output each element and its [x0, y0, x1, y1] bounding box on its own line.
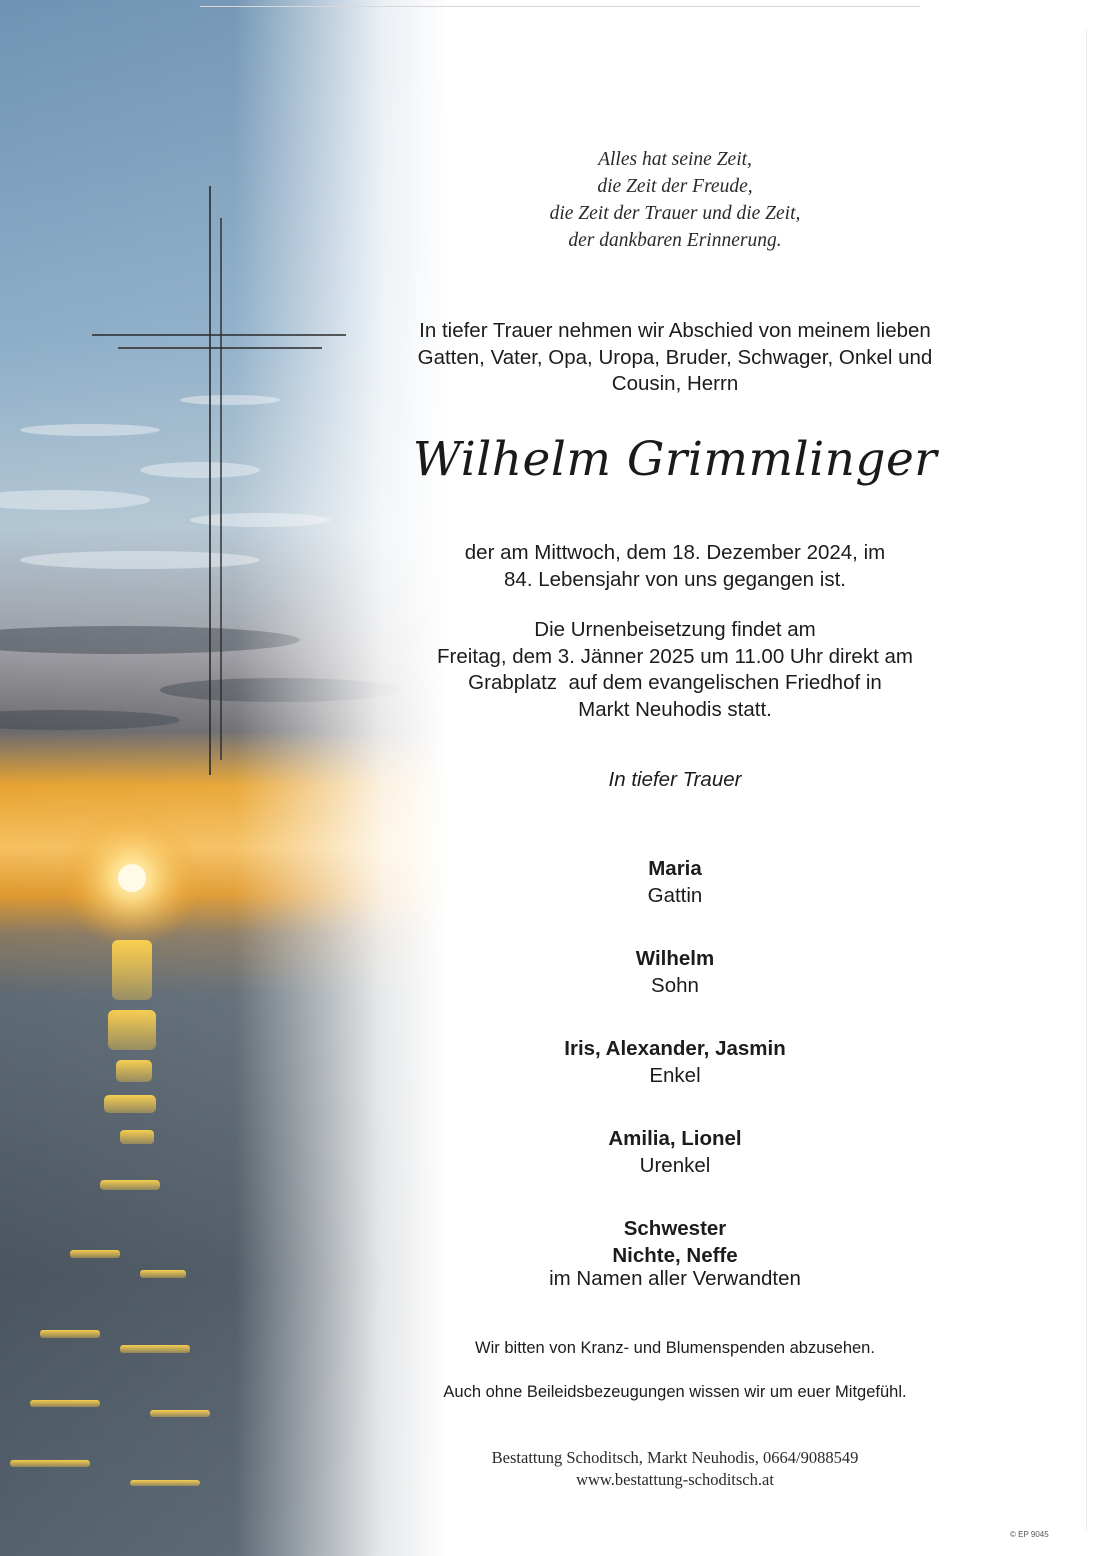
- family-member-relation: Nichte, Neffe: [612, 1243, 738, 1267]
- relatives-note: im Namen aller Verwandten: [549, 1267, 801, 1290]
- intro-line: Cousin, Herrn: [611, 372, 739, 395]
- funeral-home-website[interactable]: www.bestattung-schoditsch.at: [576, 1470, 774, 1489]
- scan-edge-top: [200, 6, 920, 7]
- family-member: [360, 1036, 990, 1089]
- family-member-relation: Gattin: [647, 883, 703, 907]
- family-member-relation: Enkel: [649, 1063, 701, 1087]
- family-member-names: Iris, Alexander, Jasmin: [564, 1037, 786, 1060]
- flower-request-note: Wir bitten von Kranz- und Blumenspenden abzusehen.: [475, 1339, 875, 1357]
- funeral-line: Die Urnenbeisetzung findet am: [534, 618, 816, 641]
- family-member-names: Amilia, Lionel: [608, 1127, 742, 1150]
- family-member: [360, 856, 990, 909]
- funeral-line: Freitag, dem 3. Jänner 2025 um 11.00 Uhr direkt am: [437, 644, 913, 668]
- intro-text: [360, 318, 990, 398]
- family-list: [360, 856, 990, 1306]
- family-member-relation: Urenkel: [639, 1153, 711, 1177]
- family-member-names: Wilhelm: [635, 947, 715, 970]
- family-member-names: Schwester: [623, 1217, 727, 1240]
- death-notice: [360, 540, 990, 593]
- funeral-line: Markt Neuhodis statt.: [578, 697, 772, 721]
- quote-line: die Zeit der Freude,: [597, 176, 753, 197]
- family-member: [360, 1216, 990, 1269]
- deceased-name: Wilhelm Grimmlinger: [412, 432, 938, 487]
- funeral-home-footer: [360, 1447, 990, 1491]
- intro-line: Gatten, Vater, Opa, Uropa, Bruder, Schwager, Onkel und: [417, 345, 933, 369]
- funeral-notice: [360, 617, 990, 723]
- family-member: [360, 946, 990, 999]
- quote-block: [360, 146, 990, 254]
- family-member-relation: Sohn: [651, 973, 699, 997]
- death-line: der am Mittwoch, dem 18. Dezember 2024, im: [464, 541, 886, 564]
- funeral-home-contact: Bestattung Schoditsch, Markt Neuhodis, 0664/9088549: [491, 1448, 859, 1467]
- template-code: © EP 9045: [1010, 1530, 1049, 1539]
- mourning-heading: In tiefer Trauer: [608, 768, 742, 791]
- family-member: [360, 1126, 990, 1179]
- funeral-line: Grabplatz auf dem evangelischen Friedhof in: [468, 671, 882, 694]
- death-line: 84. Lebensjahr von uns gegangen ist.: [504, 567, 846, 591]
- scan-edge-right: [1086, 30, 1087, 1530]
- compassion-note: Auch ohne Beileidsbezeugungen wissen wir um euer Mitgefühl.: [443, 1383, 907, 1401]
- quote-line: der dankbaren Erinnerung.: [568, 230, 782, 251]
- quote-line: die Zeit der Trauer und die Zeit,: [549, 203, 801, 224]
- quote-line: Alles hat seine Zeit,: [598, 149, 752, 170]
- intro-line: In tiefer Trauer nehmen wir Abschied von meinem lieben: [419, 319, 931, 342]
- family-member-names: Maria: [648, 857, 702, 880]
- cross-icon: [0, 0, 360, 800]
